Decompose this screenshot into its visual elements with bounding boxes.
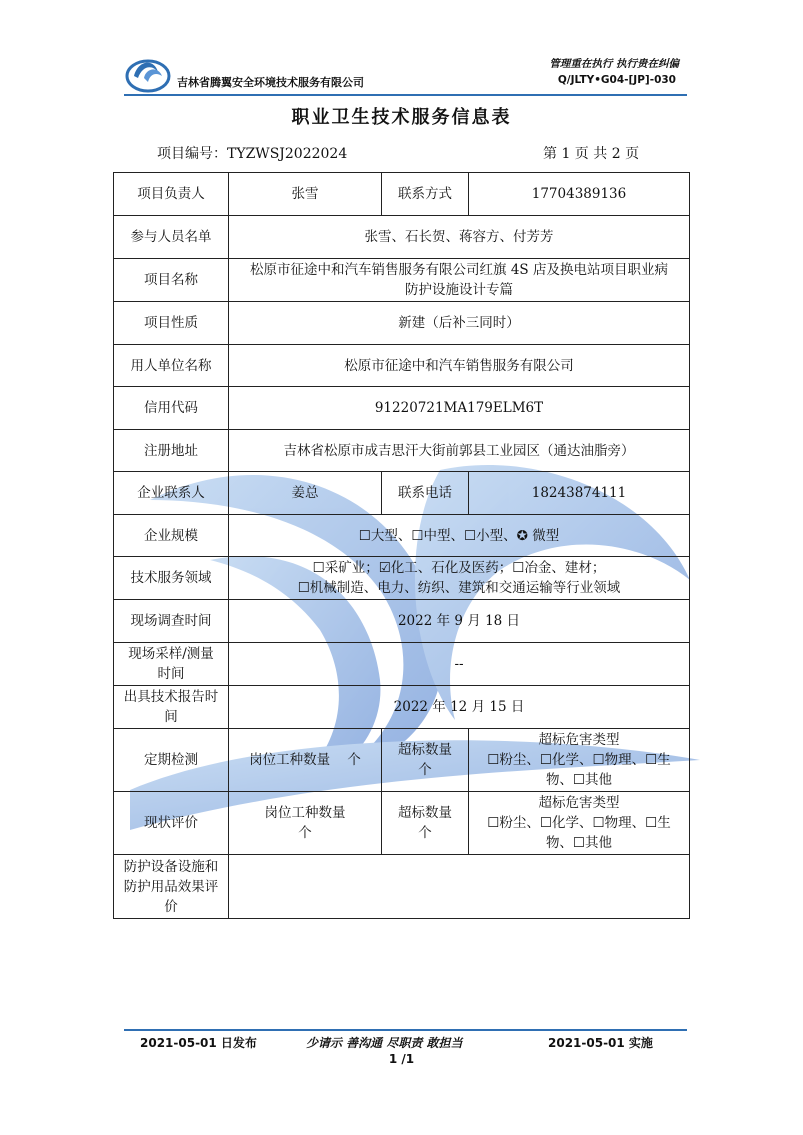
table-row: [114, 557, 690, 600]
credit-code-value: 91220721MA179ELM6T: [229, 387, 690, 430]
table-row: [114, 430, 690, 472]
periodic-hazard-line-2: ☐粉尘、☐化学、☐物理、☐生: [487, 752, 671, 768]
sampling-time-label: [114, 643, 229, 686]
address-label: 注册地址: [114, 430, 229, 472]
employer-value: 松原市征途中和汽车销售服务有限公司: [229, 345, 690, 387]
contact-value: 17704389136: [469, 173, 690, 216]
scale-value: ☐大型、☐中型、☐小型、✪ 微型: [229, 515, 690, 557]
table-row: [114, 515, 690, 557]
status-hazard-line-3: 物、☐其他: [545, 835, 613, 851]
project-name-line-1: 松原市征途中和汽车销售服务有限公司红旗 4S 店及换电站项目职业病: [250, 262, 668, 278]
table-row: [114, 855, 690, 919]
wing-logo-icon: [124, 52, 172, 94]
issue-date: 2021-05-01 日发布: [140, 1036, 257, 1050]
project-name-label: 项目名称: [114, 259, 229, 302]
protection-eval-value: [229, 855, 690, 919]
service-domain-line-2: ☐机械制造、电力、纺织、建筑和交通运输等行业领域: [297, 580, 621, 596]
members-value: 张雪、石长贺、蒋容方、付芳芳: [229, 216, 690, 259]
protection-eval-label-line-2: 防护用品效果评: [123, 878, 219, 895]
status-hazard-type: [469, 792, 690, 855]
survey-time-label: 现场调查时间: [114, 600, 229, 643]
nature-label: 项目性质: [114, 302, 229, 345]
survey-time-value: 2022 年 9 月 18 日: [229, 600, 690, 643]
periodic-hazard-line-3: 物、☐其他: [545, 772, 613, 788]
table-row: [114, 686, 690, 729]
enterprise-phone-value: 18243874111: [469, 472, 690, 515]
service-domain-label: 技术服务领域: [114, 557, 229, 600]
protection-eval-label: [114, 855, 229, 919]
protection-eval-label-line-1: 防护设备设施和: [123, 858, 219, 875]
table-row: [114, 216, 690, 259]
service-domain-value: [229, 557, 690, 600]
service-domain-line-1: ☐采矿业；☑化工、石化及医药；☐冶金、建材；: [312, 560, 606, 576]
status-exceed-line-2: 个: [418, 825, 432, 841]
members-label: 参与人员名单: [114, 216, 229, 259]
contact-label: 联系方式: [382, 173, 469, 216]
table-row: [114, 173, 690, 216]
table-row: [114, 792, 690, 855]
nature-value: 新建（后补三同时）: [229, 302, 690, 345]
project-name-value: [229, 259, 690, 302]
periodic-hazard-type: [469, 729, 690, 792]
document-title: 职业卫生技术服务信息表: [291, 107, 512, 128]
status-exceed-line-1: 超标数量: [398, 805, 452, 821]
status-exceed-count: [382, 792, 469, 855]
company-name: 吉林省腾翼安全环境技术服务有限公司: [177, 76, 364, 89]
sampling-time-label-line-1: 现场采样/测量: [128, 646, 214, 662]
periodic-exceed-line-1: 超标数量: [398, 742, 452, 758]
page-info: 第 1 页 共 2 页: [543, 146, 640, 162]
header-divider: [124, 94, 687, 96]
project-number: 项目编号：TYZWSJ2022024: [157, 146, 348, 162]
periodic-exceed-count: [382, 729, 469, 792]
info-table: [113, 172, 690, 919]
enterprise-phone-label: 联系电话: [382, 472, 469, 515]
table-row: [114, 259, 690, 302]
leader-value: 张雪: [229, 173, 382, 216]
status-hazard-line-2: ☐粉尘、☐化学、☐物理、☐生: [487, 815, 671, 831]
document-code: Q/JLTY•G04-[JP]-030: [557, 74, 676, 86]
status-hazard-line-1: 超标危害类型: [538, 795, 620, 811]
leader-label: 项目负责人: [114, 173, 229, 216]
periodic-exceed-line-2: 个: [418, 762, 432, 778]
credit-code-label: 信用代码: [114, 387, 229, 430]
report-time-value: 2022 年 12 月 15 日: [229, 686, 690, 729]
footer-slogan: 少请示 善沟通 尽职责 敢担当: [306, 1036, 463, 1050]
status-eval-label: 现状评价: [114, 792, 229, 855]
enterprise-contact-label: 企业联系人: [114, 472, 229, 515]
project-name-line-2: 防护设施设计专篇: [405, 282, 513, 298]
periodic-hazard-line-1: 超标危害类型: [538, 732, 620, 748]
table-row: [114, 729, 690, 792]
protection-eval-label-line-3: 价: [164, 898, 178, 915]
report-time-label-line-1: 出具技术报告时: [123, 689, 219, 705]
report-time-label: [114, 686, 229, 729]
address-value: 吉林省松原市成吉思汗大街前郭县工业园区（通达油脂旁）: [229, 430, 690, 472]
report-time-label-line-2: 间: [164, 709, 178, 725]
sampling-time-label-line-2: 时间: [157, 666, 185, 682]
scale-label: 企业规模: [114, 515, 229, 557]
periodic-post-count: 岗位工种数量 个: [229, 729, 382, 792]
table-row: [114, 472, 690, 515]
status-post-count: [229, 792, 382, 855]
page-number: 1 /1: [388, 1052, 415, 1066]
periodic-test-label: 定期检测: [114, 729, 229, 792]
status-post-line-1: 岗位工种数量: [264, 805, 346, 821]
employer-label: 用人单位名称: [114, 345, 229, 387]
header-motto: 管理重在执行 执行贵在纠偏: [549, 58, 679, 70]
table-row: [114, 643, 690, 686]
table-row: [114, 345, 690, 387]
implement-date: 2021-05-01 实施: [548, 1036, 653, 1050]
status-post-line-2: 个: [298, 825, 312, 841]
table-row: [114, 302, 690, 345]
table-row: [114, 387, 690, 430]
enterprise-contact-value: 姜总: [229, 472, 382, 515]
footer-divider: [124, 1029, 687, 1031]
sampling-time-value: --: [229, 643, 690, 686]
table-row: [114, 600, 690, 643]
